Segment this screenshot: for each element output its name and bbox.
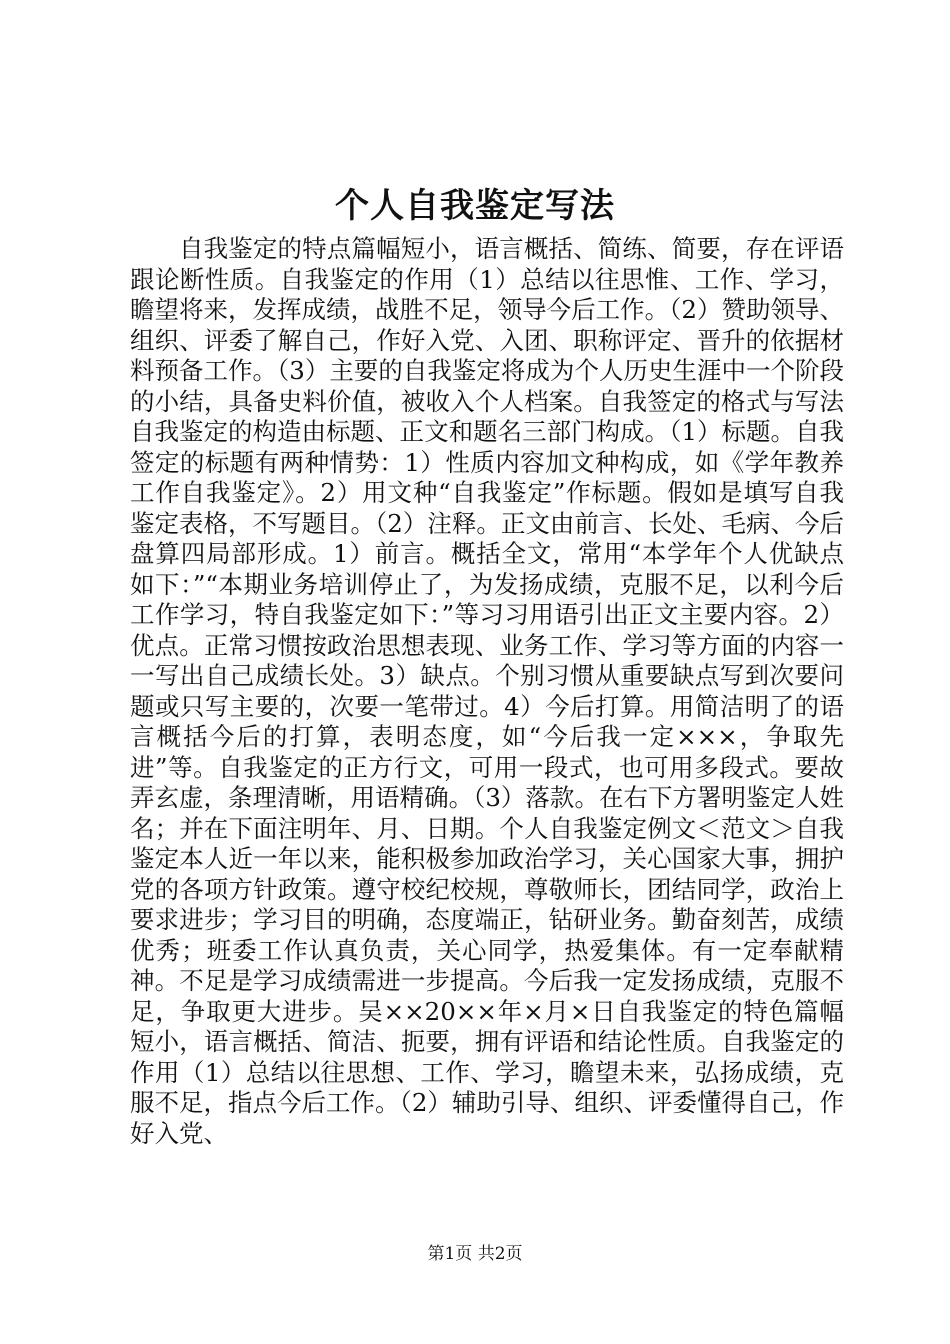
document-body: 自我鉴定的特点篇幅短小，语言概括、简练、简要，存在评语跟论断性质。自我鉴定的作用（1）总结以往思惟、工作、学习，瞻望将来，发挥成绩，战胜不足，领导今后工作。（2）赞助领导、组织、评委了解自己，作好入党、入团、职称评定、晋升的依据材料预备工作。（3）主要的自我鉴定将成为个人历史生涯中一个阶段的小结，具备史料价值，被收入个人档案。自我签定的格式与写法自我鉴定的构造由标题、正文和题名三部门构成。（1）标题。自我签定的标题有两种情势：1）性质内容加文种构成，如《学年教养工作自我鉴定》。2）用文种“自我鉴定”作标题。假如是填写自我鉴定表格，不写题目。（2）注释。正文由前言、长处、毛病、今后盘算四局部形成。1）前言。概括全文，常用“本学年个人优缺点如下：”“本期业务培训停止了，为发扬成绩，克服不足，以利今后工作学习，特自我鉴定如下：”等习习用语引出正文主要内容。2）优点。正常习惯按政治思想表现、业务工作、学习等方面的内容一一写出自己成绩长处。3）缺点。个别习惯从重要缺点写到次要问题或只写主要的，次要一笔带过。4）今后打算。用简洁明了的语言概括今后的打算，表明态度，如“今后我一定×××，争取先进”等。自我鉴定的正方行文，可用一段式，也可用多段式。要故弄玄虚，条理清晰，用语精确。（3）落款。在右下方署明鉴定人姓名；并在下面注明年、月、日期。个人自我鉴定例文＜范文＞自我鉴定本人近一年以来，能积极参加政治学习，关心国家大事，拥护党的各项方针政策。遵守校纪校规，尊敬师长，团结同学，政治上要求进步；学习目的明确，态度端正，钻研业务。勤奋刻苦，成绩优秀；班委工作认真负责，关心同学，热爱集体。有一定奉献精神。不足是学习成绩需进一步提高。今后我一定发扬成绩，克服不足，争取更大进步。吴××20××年×月×日自我鉴定的特色篇幅短小，语言概括、简洁、扼要，拥有评语和结论性质。自我鉴定的作用（1）总结以往思想、工作、学习，瞻望未来，弘扬成绩，克服不足，指点今后工作。（2）辅助引导、组织、评委懂得自己，作好入党、 — [130, 234, 844, 1148]
document-title: 个人自我鉴定写法 — [335, 186, 615, 226]
page-number-footer: 第1页 共2页 — [427, 1244, 523, 1264]
